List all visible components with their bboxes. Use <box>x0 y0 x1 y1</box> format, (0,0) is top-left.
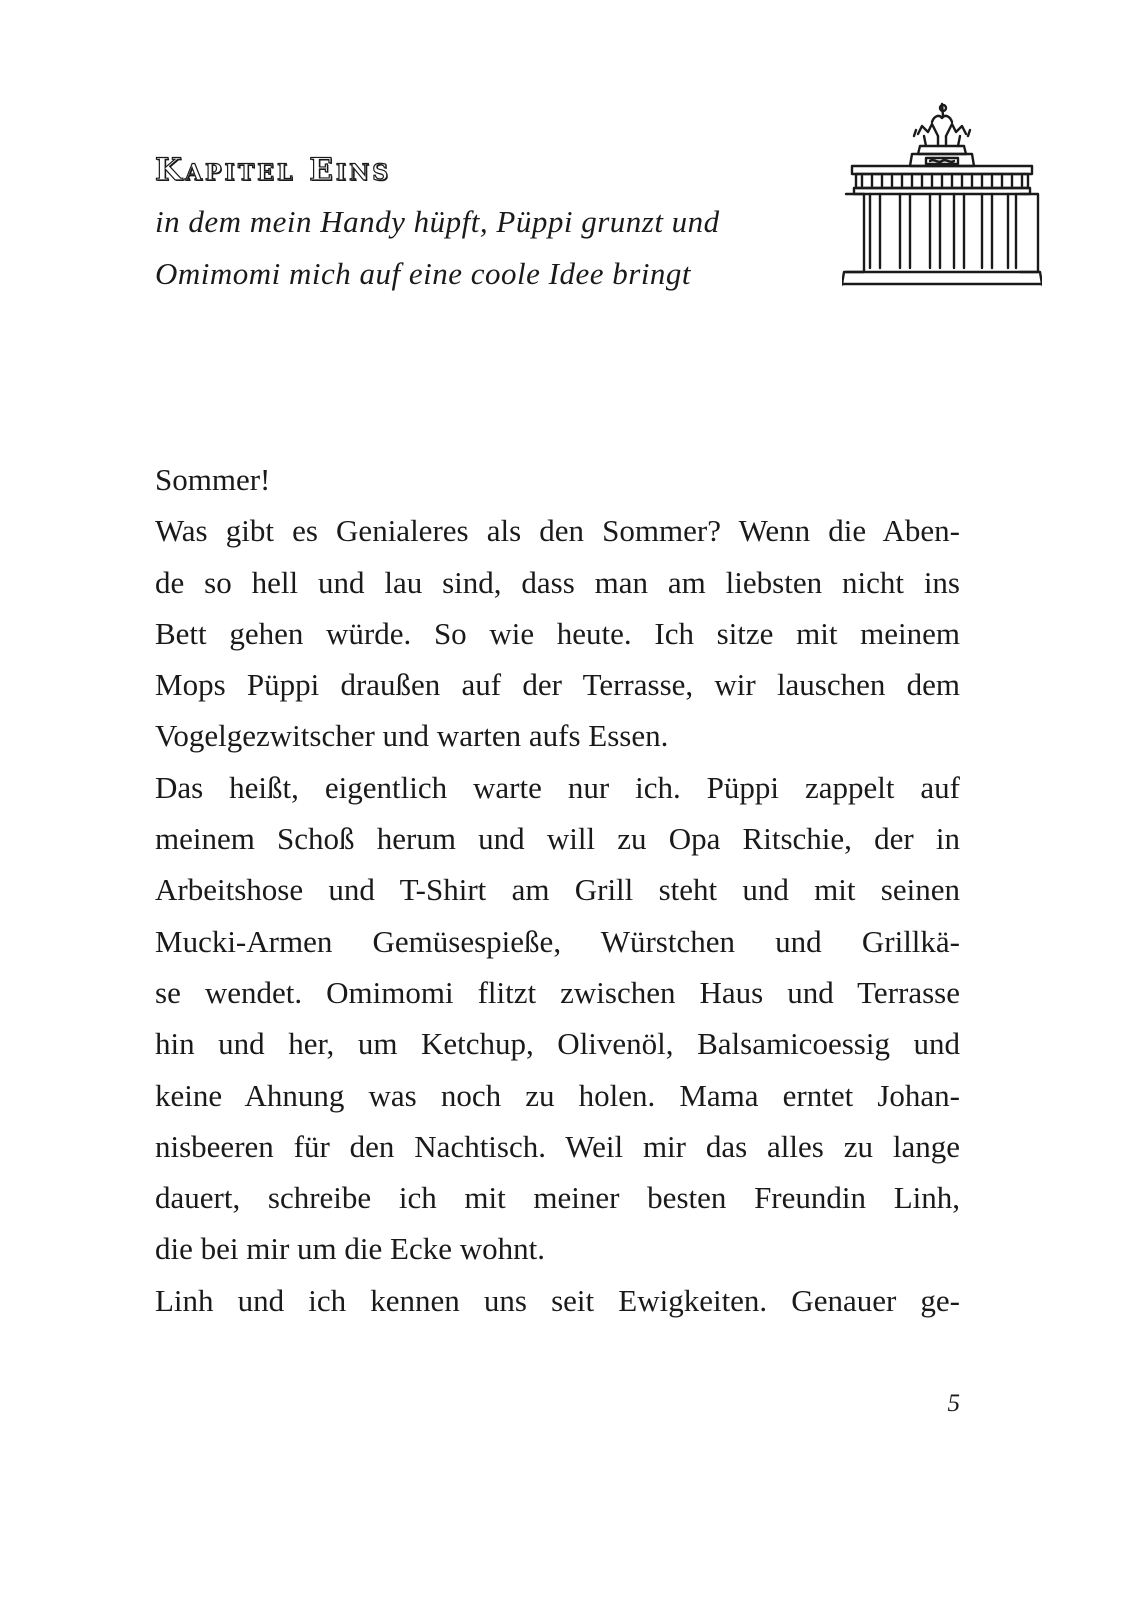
body-line: nisbeeren für den Nachtisch. Weil mir das alles zu lange <box>155 1128 960 1164</box>
body-line: Was gibt es Genialeres als den Sommer? Wenn die Aben- <box>155 513 960 549</box>
body-line: hin und her, um Ketchup, Olivenöl, Balsamicoessig und <box>155 1026 960 1062</box>
chapter-subtitle <box>155 196 835 300</box>
body-text <box>155 454 960 1326</box>
body-line: Mucki-Armen Gemüsespieße, Würstchen und Grillkä- <box>155 923 960 959</box>
body-line: dauert, schreibe ich mit meiner besten Freundin Linh, <box>155 1180 960 1216</box>
body-line: Sommer! <box>155 462 271 497</box>
body-line: Vogelgezwitscher und warten aufs Essen. <box>155 718 669 754</box>
chapter-subtitle-line: Omimomi mich auf eine coole Idee bringt <box>155 256 692 291</box>
chapter-title: Kapitel Eins <box>155 152 392 188</box>
body-line: meinem Schoß herum und will zu Opa Ritschie, der in <box>155 821 960 857</box>
body-line: se wendet. Omimomi flitzt zwischen Haus und Terrasse <box>155 974 960 1010</box>
body-line: Arbeitshose und T-Shirt am Grill steht und mit seinen <box>155 872 960 908</box>
chapter-heading <box>155 150 835 300</box>
body-line: keine Ahnung was noch zu holen. Mama erntet Johan- <box>155 1077 960 1113</box>
body-line: de so hell und lau sind, dass man am liebsten nicht ins <box>155 564 960 600</box>
body-line: Mops Püppi draußen auf der Terrasse, wir lauschen dem <box>155 667 960 703</box>
body-line: Das heißt, eigentlich warte nur ich. Püppi zappelt auf <box>155 769 960 805</box>
page-number: 5 <box>947 1390 960 1417</box>
body-line: Linh und ich kennen uns seit Ewigkeiten. Genauer ge- <box>155 1282 960 1318</box>
body-line: die bei mir um die Ecke wohnt. <box>155 1231 545 1267</box>
chapter-subtitle-line: in dem mein Handy hüpft, Püppi grunzt und <box>155 204 720 239</box>
body-line: Bett gehen würde. So wie heute. Ich sitze mit meinem <box>155 615 960 651</box>
brandenburg-gate-icon <box>842 96 1042 296</box>
